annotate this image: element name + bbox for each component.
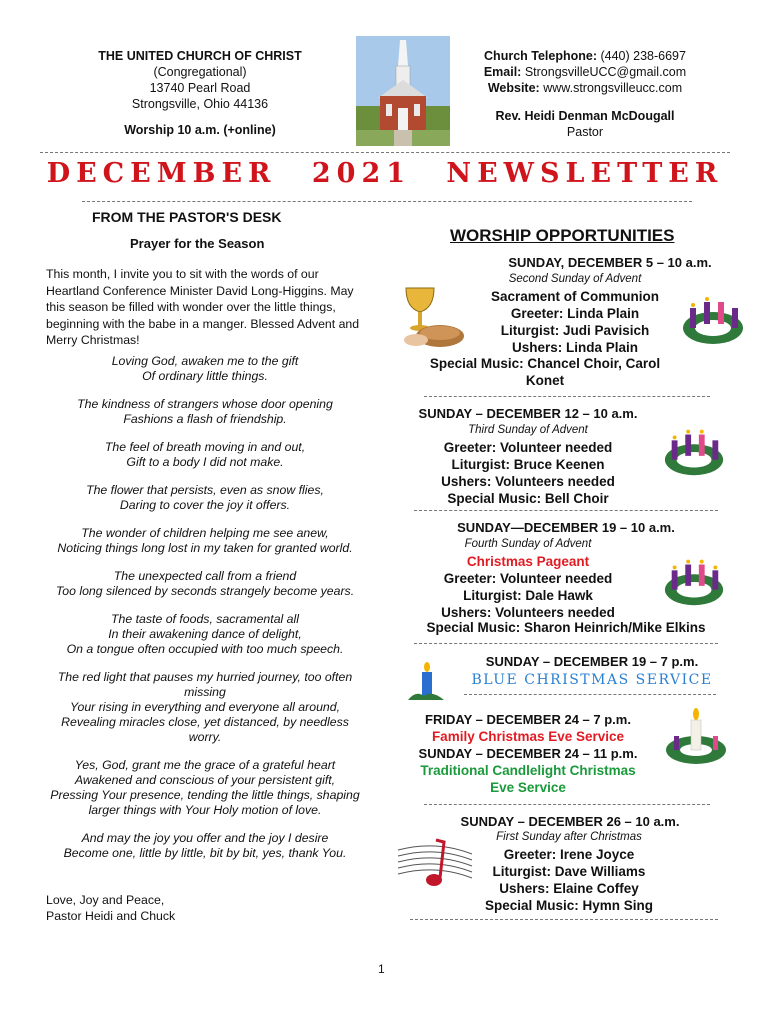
- service-dec-19: [436, 519, 696, 536]
- blue-christmas-service: BLUE CHRISTMAS SERVICE: [471, 672, 713, 688]
- blue-candle-icon: [406, 660, 446, 704]
- communion-chalice-icon: [396, 284, 468, 350]
- divider: [414, 510, 718, 511]
- service-line: Liturgist: Dave Williams: [492, 864, 646, 879]
- title-rule: [82, 201, 692, 202]
- service-line: Special Music: Hymn Sing: [484, 898, 654, 913]
- service-date: SUNDAY—DECEMBER 19 – 10 a.m.: [457, 520, 675, 535]
- phone-value: (440) 238-6697: [600, 49, 686, 63]
- service-line: Special Music: Sharon Heinrich/Mike Elkins: [426, 620, 706, 635]
- service-date: SUNDAY – DECEMBER 19 – 7 p.m.: [485, 654, 699, 669]
- service-line: Liturgist: Bruce Keenen: [451, 457, 605, 472]
- service-dec-19-pm: [460, 653, 724, 689]
- music-note-icon: [396, 836, 474, 898]
- service-line: Greeter: Volunteer needed: [443, 571, 613, 586]
- service-date: SUNDAY, DECEMBER 5 – 10 a.m.: [508, 255, 712, 270]
- pastor-intro: This month, I invite you to sit with the words of our Heartland Conference Minister David Long-Higgins. May this season be filled with wonder over the little things, beginning with the babe in a manger. Blessed Advent and Merry Christmas!: [46, 267, 360, 347]
- poem-stanza: Loving God, awaken me to the gift Of ordinary little things.: [111, 354, 299, 383]
- service-line: Greeter: Volunteer needed: [443, 440, 613, 455]
- service-line: Sacrament of Communion: [490, 289, 660, 304]
- service-line: Ushers: Elaine Coffey: [499, 881, 639, 896]
- service-dec-24: [400, 711, 656, 796]
- poem-stanza: The red light that pauses my hurried journey, too often missing Your rising in everything and everyone all around, Revealing miracles close, yet distanced, by needless worry.: [57, 670, 353, 744]
- pastor-name: Rev. Heidi Denman McDougall: [495, 109, 675, 123]
- service-dec-19-music: [412, 619, 720, 636]
- worship-time: Worship 10 a.m. (+online): [124, 123, 276, 137]
- service-subtitle: Third Sunday of Advent: [468, 424, 588, 436]
- service-dec-5-music: [400, 355, 690, 389]
- website-value: www.strongsvilleucc.com: [543, 81, 683, 95]
- pastor-title: Pastor: [566, 125, 604, 139]
- service-dec-19-details: [410, 536, 646, 621]
- poem-stanza: The unexpected call from a friend Too long silenced by seconds strangely become years.: [55, 569, 355, 598]
- address-street: 13740 Pearl Road: [149, 81, 251, 95]
- service-line: Liturgist: Judi Pavisich: [500, 323, 650, 338]
- service-line: Ushers: Volunteers needed: [441, 474, 615, 489]
- service-highlight: Eve Service: [490, 780, 566, 795]
- service-line: Special Music: Chancel Choir, Carol: [429, 356, 661, 371]
- divider: [464, 694, 716, 695]
- service-dec-12: [410, 405, 646, 507]
- service-line: Special Music: Bell Choir: [447, 491, 609, 506]
- church-photo: [356, 36, 450, 146]
- worship-title: WORSHIP OPPORTUNITIES: [450, 226, 675, 245]
- service-dec-26-details: [466, 829, 672, 914]
- pastor-desk-heading: FROM THE PASTOR'S DESK: [92, 209, 282, 225]
- header-rule: [40, 152, 730, 153]
- poem-stanza: The flower that persists, even as snow flies, Daring to cover the joy it offers.: [86, 483, 324, 512]
- phone-label: Church Telephone:: [484, 49, 597, 63]
- divider: [424, 804, 710, 805]
- advent-wreath-icon: [662, 420, 726, 482]
- address-city: Strongsville, Ohio 44136: [131, 97, 269, 111]
- divider: [414, 643, 718, 644]
- advent-wreath-icon: [662, 550, 726, 612]
- prayer-poem: [40, 354, 370, 874]
- service-line: Ushers: Linda Plain: [511, 340, 639, 355]
- service-line: Greeter: Irene Joyce: [503, 847, 635, 862]
- service-highlight: Traditional Candlelight Christmas: [420, 763, 636, 778]
- poem-stanza: The feel of breath moving in and out, Gift to a body I did not make.: [104, 440, 306, 469]
- church-contact: [470, 48, 700, 140]
- service-highlight: Family Christmas Eve Service: [431, 729, 625, 744]
- service-highlight: Christmas Pageant: [466, 554, 590, 569]
- service-subtitle: Fourth Sunday of Advent: [464, 538, 592, 550]
- service-line: Greeter: Linda Plain: [510, 306, 640, 321]
- service-subtitle: First Sunday after Christmas: [496, 831, 642, 843]
- service-date: SUNDAY – DECEMBER 12 – 10 a.m.: [418, 406, 638, 421]
- service-date: SUNDAY – DECEMBER 26 – 10 a.m.: [460, 814, 680, 829]
- service-line: Konet: [525, 373, 565, 388]
- service-date: FRIDAY – DECEMBER 24 – 7 p.m.: [425, 712, 631, 727]
- pastor-closing: Love, Joy and Peace, Pastor Heidi and Chuck: [46, 893, 176, 923]
- email-value: StrongsvilleUCC@gmail.com: [524, 65, 687, 79]
- advent-wreath-icon: [680, 290, 746, 348]
- service-subtitle: Second Sunday of Advent: [508, 273, 642, 285]
- service-line: Ushers: Volunteers needed: [441, 605, 615, 620]
- divider: [424, 396, 710, 397]
- poem-stanza: And may the joy you offer and the joy I desire Become one, little by little, bit by bit, yes, thank You.: [63, 831, 347, 860]
- service-dec-26: [430, 813, 710, 830]
- christ-candle-wreath-icon: [664, 706, 728, 766]
- service-date: SUNDAY – DECEMBER 24 – 11 p.m.: [418, 746, 638, 761]
- newsletter-title: DECEMBER 2021 NEWSLETTER: [46, 158, 724, 189]
- service-line: Liturgist: Dale Hawk: [463, 588, 593, 603]
- church-name: THE UNITED CHURCH OF CHRIST: [98, 49, 302, 63]
- poem-stanza: Yes, God, grant me the grace of a grateful heart Awakened and conscious of your persistent gift, Pressing Your presence, tending the little things, shaping larger things with Your Holy motion of love.: [50, 758, 360, 817]
- page-number: 1: [378, 962, 385, 976]
- church-info: [60, 48, 340, 138]
- denomination: (Congregational): [153, 65, 247, 79]
- website-label: Website:: [487, 81, 540, 95]
- poem-stanza: The taste of foods, sacramental all In their awakening dance of delight, On a tongue often occupied with too much speech.: [66, 612, 344, 656]
- poem-stanza: The wonder of children helping me see anew, Noticing things long lost in my taken for granted world.: [57, 526, 353, 555]
- email-label: Email:: [483, 65, 522, 79]
- service-dec-5: [410, 254, 730, 271]
- poem-stanza: The kindness of strangers whose door opening Fashions a flash of friendship.: [77, 397, 333, 426]
- prayer-title: Prayer for the Season: [130, 236, 265, 251]
- divider: [410, 919, 718, 920]
